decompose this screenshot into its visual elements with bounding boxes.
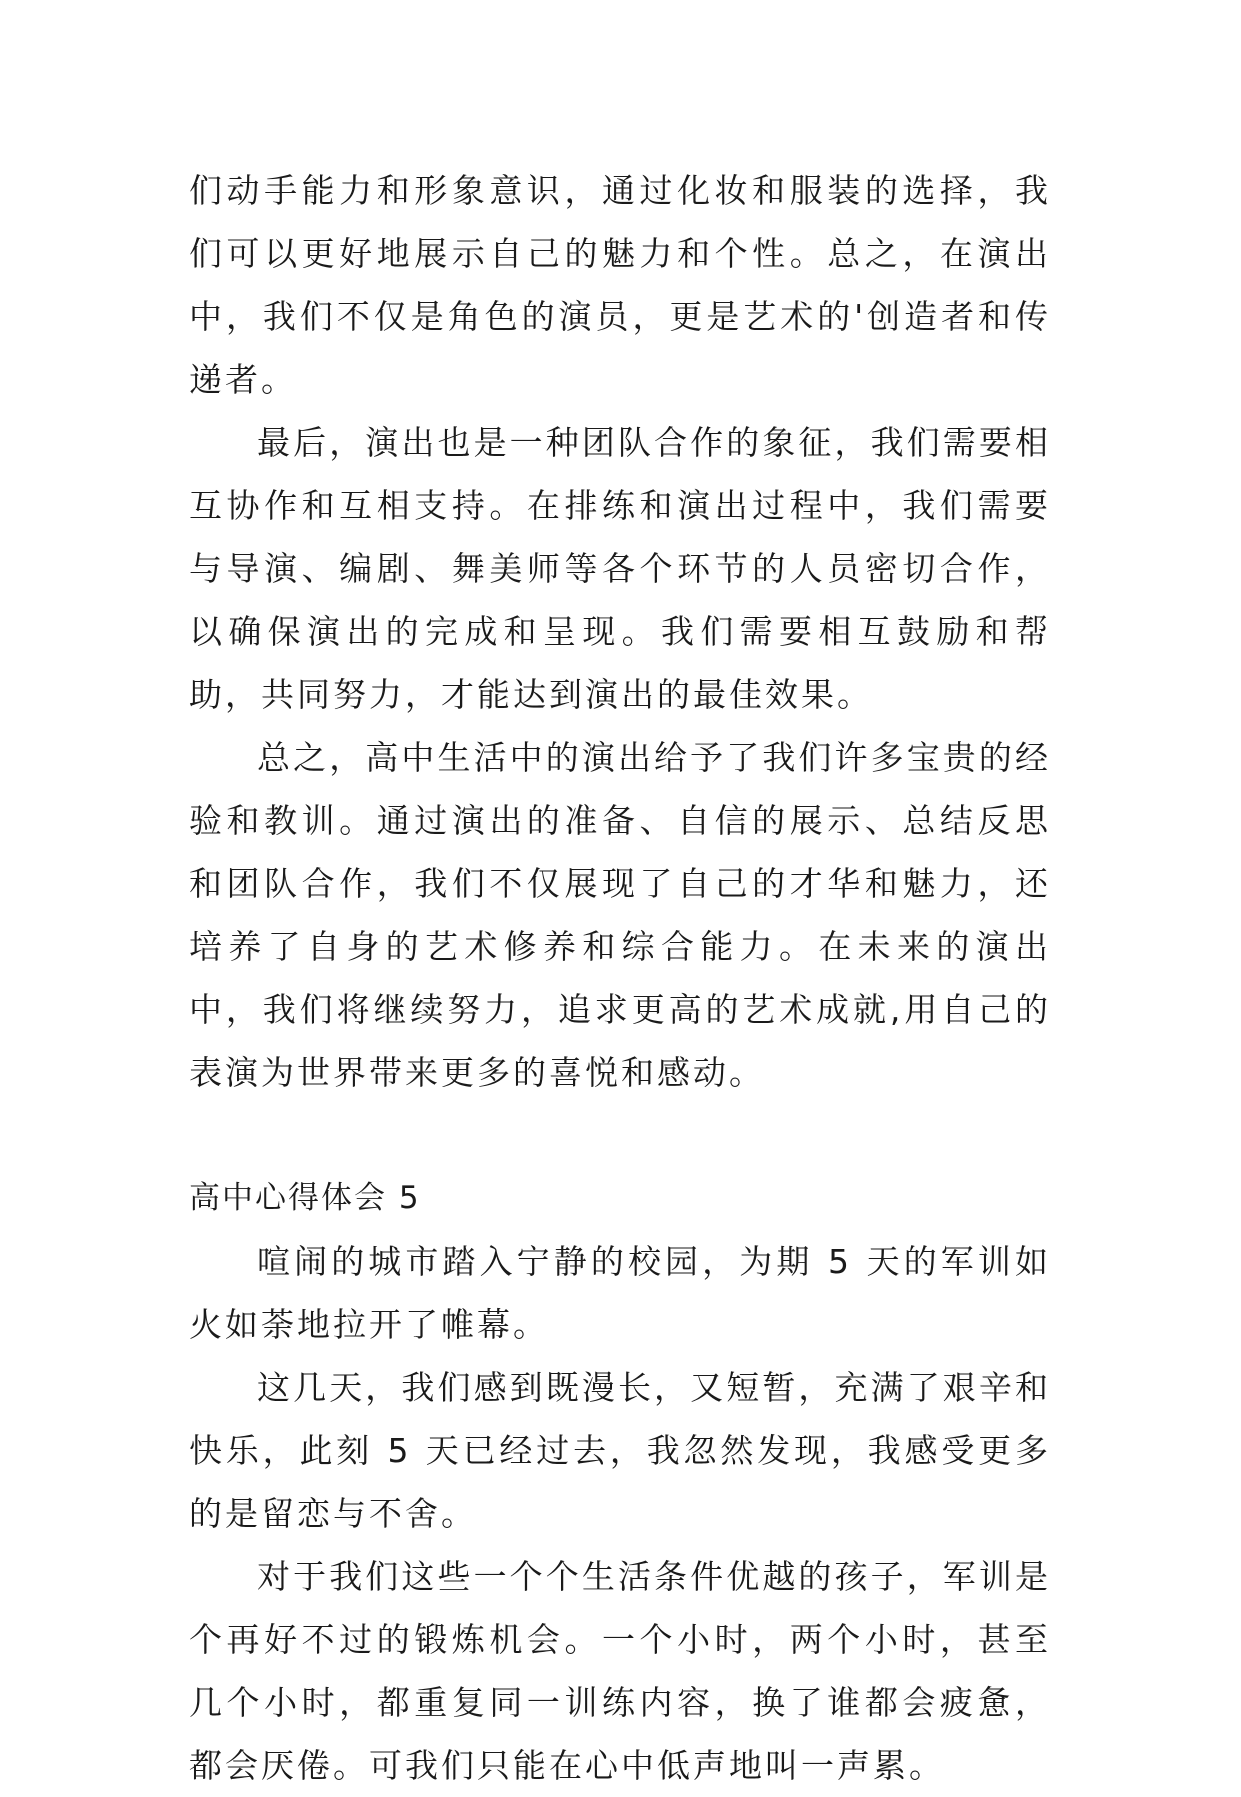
section-spacer [189,1104,1051,1167]
paragraph-5: 这几天，我们感到既漫长，又短暂，充满了艰辛和快乐，此刻 5 天已经过去，我忽然发现，我感受更多的是留恋与不舍。 [189,1368,1051,1533]
paragraph-1: 们动手能力和形象意识，通过化妆和服装的选择，我们可以更好地展示自己的魅力和个性。总之，在演出中，我们不仅是角色的演员，更是艺术的'创造者和传递者。 [189,171,1051,399]
paragraph-6: 对于我们这些一个个生活条件优越的孩子，军训是个再好不过的锻炼机会。一个小时，两个小时，甚至几个小时，都重复同一训练内容，换了谁都会疲惫，都会厌倦。可我们只能在心中低声地叫一声累。 [189,1557,1051,1785]
paragraph-3: 总之，高中生活中的演出给予了我们许多宝贵的经验和教训。通过演出的准备、自信的展示、总结反思和团队合作，我们不仅展现了自己的才华和魅力，还培养了自身的艺术修养和综合能力。在未来的演出中，我们将继续努力，追求更高的艺术成就,用自己的表演为世界带来更多的喜悦和感动。 [189,738,1051,1092]
document-page [189,159,1051,1797]
section-heading: 高中心得体会 5 [189,1180,421,1216]
paragraph-4: 喧闹的城市踏入宁静的校园，为期 5 天的军训如火如荼地拉开了帷幕。 [189,1242,1051,1344]
paragraph-2: 最后，演出也是一种团队合作的象征，我们需要相互协作和互相支持。在排练和演出过程中，我们需要与导演、编剧、舞美师等各个环节的人员密切合作，以确保演出的完成和呈现。我们需要相互鼓励和帮助，共同努力，才能达到演出的最佳效果。 [189,423,1051,714]
